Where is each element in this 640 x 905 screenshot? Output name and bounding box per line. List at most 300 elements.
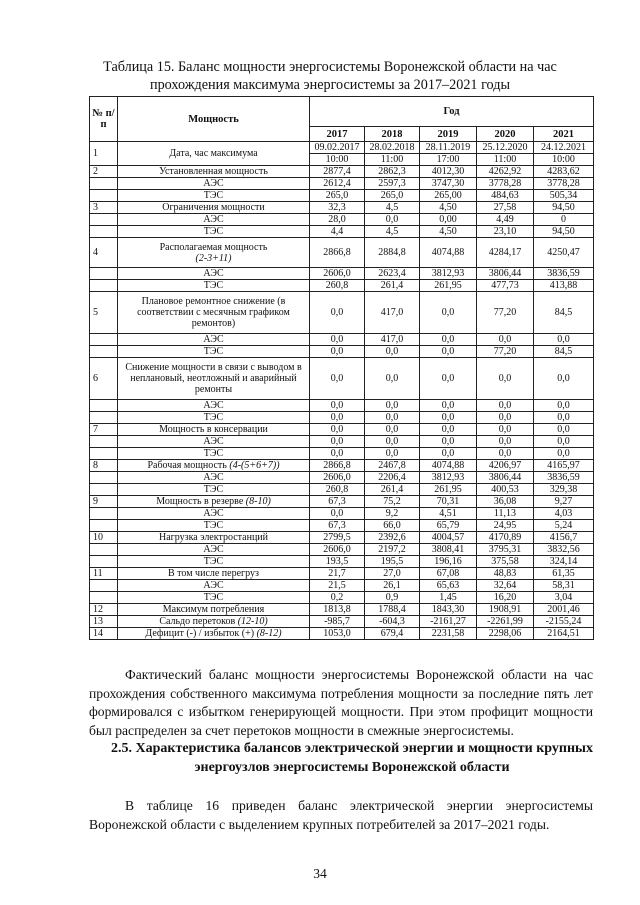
row-label: ТЭС [118,226,310,238]
value-cell: 195,5 [365,556,420,568]
value-cell: 48,83 [477,568,534,580]
value-cell: 4,50 [420,202,477,214]
value-cell: 09.02.2017 [310,142,365,154]
value-cell: 65,79 [420,520,477,532]
page-number: 34 [313,866,327,881]
value-cell: 679,4 [365,628,420,640]
value-cell: 3806,44 [477,268,534,280]
value-cell: 21,5 [310,580,365,592]
value-cell: 2001,46 [534,604,594,616]
value-cell: 4156,7 [534,532,594,544]
row-number: 4 [90,238,118,268]
value-cell: 0,0 [420,436,477,448]
value-cell: 1788,4 [365,604,420,616]
row-label: Максимум потребления [118,604,310,616]
value-cell: 10:00 [534,154,594,166]
value-cell: 26,1 [365,580,420,592]
value-cell: 2164,51 [534,628,594,640]
row-label: ТЭС [118,190,310,202]
value-cell: 329,38 [534,484,594,496]
header-year: Год [310,97,594,127]
section-heading: 2.5. Характеристика балансов электрической энергии и мощности крупных энергоузлов энергосистемы Воронежской области [111,741,593,775]
row-label-text: Сальдо перетоков [159,616,238,627]
row-label: АЭС [118,400,310,412]
table-row [90,484,594,496]
value-cell: 77,20 [477,346,534,358]
row-label: ТЭС [118,556,310,568]
row-label: ТЭС [118,592,310,604]
value-cell: 417,0 [365,334,420,346]
header-year-2019: 2019 [420,127,477,142]
value-cell: 84,5 [534,346,594,358]
value-cell: 16,20 [477,592,534,604]
value-cell: 0,0 [365,412,420,424]
row-number: 14 [90,628,118,640]
row-number [90,178,118,190]
row-number: 10 [90,532,118,544]
value-cell: 0,0 [365,400,420,412]
value-cell: 4,49 [477,214,534,226]
value-cell: 4170,89 [477,532,534,544]
value-cell: 0,0 [310,412,365,424]
header-power: Мощность [118,97,310,142]
value-cell: 0,0 [534,412,594,424]
value-cell: 0,0 [420,292,477,334]
value-cell: 265,00 [420,190,477,202]
value-cell: 21,7 [310,568,365,580]
value-cell: 4284,17 [477,238,534,268]
value-cell: 0,0 [310,508,365,520]
value-cell: 0,0 [365,358,420,400]
value-cell: 24,95 [477,520,534,532]
row-label-text: Рабочая мощность [147,460,230,471]
table-row [90,142,594,154]
table-row [90,292,594,334]
value-cell: 3778,28 [477,178,534,190]
value-cell: 260,8 [310,484,365,496]
row-formula: (12-10) [237,616,268,627]
value-cell: 0,0 [477,436,534,448]
table-row [90,496,594,508]
value-cell: 2197,2 [365,544,420,556]
value-cell: 0,0 [420,400,477,412]
value-cell: 417,0 [365,292,420,334]
value-cell: 4,03 [534,508,594,520]
value-cell: 32,64 [477,580,534,592]
value-cell: 0,0 [534,400,594,412]
value-cell: 67,3 [310,520,365,532]
value-cell: 0,9 [365,592,420,604]
value-cell: 4,51 [420,508,477,520]
value-cell: 0,0 [310,292,365,334]
value-cell: 3836,59 [534,472,594,484]
value-cell: 27,0 [365,568,420,580]
value-cell: 0,0 [365,214,420,226]
table-row [90,358,594,400]
value-cell: 2623,4 [365,268,420,280]
row-label: АЭС [118,508,310,520]
value-cell: -2261,99 [477,616,534,628]
row-label: Снижение мощности в связи с выводом в неплановый, неотложный и аварийный ремонты [118,358,310,400]
value-cell: 4,5 [365,226,420,238]
row-label [118,616,310,628]
row-number [90,580,118,592]
value-cell: 2606,0 [310,268,365,280]
value-cell: -604,3 [365,616,420,628]
row-label: В том числе перегруз [118,568,310,580]
table-row [90,628,594,640]
value-cell: 75,2 [365,496,420,508]
value-cell: 3808,41 [420,544,477,556]
row-number [90,508,118,520]
value-cell: 0,0 [420,424,477,436]
value-cell: 67,08 [420,568,477,580]
row-label: АЭС [118,436,310,448]
value-cell: -2161,27 [420,616,477,628]
table-row [90,190,594,202]
value-cell: 0 [534,214,594,226]
value-cell: 3812,93 [420,472,477,484]
table-row [90,214,594,226]
table-row [90,334,594,346]
row-number [90,268,118,280]
value-cell: 0,2 [310,592,365,604]
row-label: Установленная мощность [118,166,310,178]
row-number: 12 [90,604,118,616]
header-year-2017: 2017 [310,127,365,142]
row-number [90,214,118,226]
table-row [90,604,594,616]
value-cell: 1813,8 [310,604,365,616]
value-cell: 1,45 [420,592,477,604]
value-cell: 24.12.2021 [534,142,594,154]
value-cell: 0,0 [477,400,534,412]
value-cell: 261,4 [365,280,420,292]
value-cell: 28.02.2018 [365,142,420,154]
value-cell: 2606,0 [310,544,365,556]
row-label-text: Располагаемая мощность [159,241,268,253]
row-label [118,238,310,268]
value-cell: 3812,93 [420,268,477,280]
value-cell: 3832,56 [534,544,594,556]
row-number: 7 [90,424,118,436]
row-number [90,592,118,604]
paragraph-table16: В таблице 16 приведен баланс электрической энергии энергосистемы Воронежской области с выделением крупных потребителей за 2017–2021 годы. [89,798,593,832]
row-label: АЭС [118,472,310,484]
value-cell: 4165,97 [534,460,594,472]
value-cell: 11:00 [477,154,534,166]
row-label: Ограничения мощности [118,202,310,214]
value-cell: 2866,8 [310,460,365,472]
value-cell: 4,5 [365,202,420,214]
value-cell: 265,0 [365,190,420,202]
row-label: ТЭС [118,346,310,358]
row-number: 8 [90,460,118,472]
table-row [90,508,594,520]
table-row [90,412,594,424]
row-label: ТЭС [118,484,310,496]
value-cell: 400,53 [477,484,534,496]
header-num: № п/п [90,97,118,142]
row-number [90,556,118,568]
table-row [90,544,594,556]
value-cell: 4250,47 [534,238,594,268]
row-label: Дата, час максимума [118,142,310,166]
value-cell: 2866,8 [310,238,365,268]
row-label [118,628,310,640]
value-cell: 10:00 [310,154,365,166]
value-cell: 0,0 [420,358,477,400]
value-cell: 0,0 [477,412,534,424]
value-cell: 0,0 [534,436,594,448]
table-row [90,400,594,412]
value-cell: 2231,58 [420,628,477,640]
row-formula: (2-3+11) [195,252,232,264]
value-cell: 0,0 [534,334,594,346]
value-cell: 0,0 [534,358,594,400]
table-row [90,268,594,280]
value-cell: 70,31 [420,496,477,508]
value-cell: 2467,8 [365,460,420,472]
value-cell: 4074,88 [420,460,477,472]
value-cell: 17:00 [420,154,477,166]
row-number [90,400,118,412]
value-cell: 66,0 [365,520,420,532]
table-row [90,202,594,214]
value-cell: 2612,4 [310,178,365,190]
row-number [90,520,118,532]
row-number: 13 [90,616,118,628]
value-cell: 0,0 [534,448,594,460]
value-cell: 11:00 [365,154,420,166]
table-row [90,178,594,190]
value-cell: 0,0 [310,358,365,400]
value-cell: 0,0 [310,346,365,358]
value-cell: 77,20 [477,292,534,334]
value-cell: 2862,3 [365,166,420,178]
value-cell: 0,0 [310,436,365,448]
row-number [90,448,118,460]
value-cell: 193,5 [310,556,365,568]
value-cell: 23,10 [477,226,534,238]
row-number: 3 [90,202,118,214]
row-label: АЭС [118,214,310,226]
table-row [90,520,594,532]
value-cell: 261,95 [420,280,477,292]
row-formula: (8-10) [245,496,271,507]
value-cell: 375,58 [477,556,534,568]
value-cell: 3795,31 [477,544,534,556]
row-label [118,460,310,472]
value-cell: 32,3 [310,202,365,214]
value-cell: 11,13 [477,508,534,520]
value-cell: 65,63 [420,580,477,592]
value-cell: 484,63 [477,190,534,202]
value-cell: 1053,0 [310,628,365,640]
row-number [90,226,118,238]
value-cell: 84,5 [534,292,594,334]
value-cell: 261,4 [365,484,420,496]
value-cell: 505,34 [534,190,594,202]
value-cell: 196,16 [420,556,477,568]
value-cell: 2877,4 [310,166,365,178]
table-row [90,532,594,544]
value-cell: 25.12.2020 [477,142,534,154]
value-cell: 2597,3 [365,178,420,190]
row-number [90,190,118,202]
value-cell: 324,14 [534,556,594,568]
value-cell: 265,0 [310,190,365,202]
value-cell: 3836,59 [534,268,594,280]
value-cell: 0,0 [420,346,477,358]
value-cell: 0,0 [477,424,534,436]
table-row [90,580,594,592]
table-row [90,556,594,568]
row-label: АЭС [118,178,310,190]
row-label: Нагрузка электростанций [118,532,310,544]
value-cell: 4206,97 [477,460,534,472]
value-cell: 1843,30 [420,604,477,616]
row-number [90,436,118,448]
row-label-text: Дефицит (-) / избыток (+) [145,628,257,639]
value-cell: 0,00 [420,214,477,226]
table-row [90,448,594,460]
row-number [90,472,118,484]
value-cell: 0,0 [534,424,594,436]
value-cell: 4074,88 [420,238,477,268]
row-label: АЭС [118,544,310,556]
table-row [90,472,594,484]
row-number: 9 [90,496,118,508]
row-label: ТЭС [118,520,310,532]
row-label: Плановое ремонтное снижение (в соответствии с месячным графиком ремонтов) [118,292,310,334]
row-formula: (8-12) [256,628,282,639]
value-cell: 3,04 [534,592,594,604]
table-row [90,460,594,472]
value-cell: 9,27 [534,496,594,508]
row-number [90,280,118,292]
row-label-text: Мощность в резерве [156,496,246,507]
value-cell: 28.11.2019 [420,142,477,154]
value-cell: 0,0 [365,448,420,460]
value-cell: 3747,30 [420,178,477,190]
table-row [90,592,594,604]
value-cell: 2884,8 [365,238,420,268]
header-year-2018: 2018 [365,127,420,142]
value-cell: 94,50 [534,202,594,214]
value-cell: 0,0 [477,448,534,460]
row-number [90,346,118,358]
value-cell: 413,88 [534,280,594,292]
value-cell: 261,95 [420,484,477,496]
value-cell: 94,50 [534,226,594,238]
row-number [90,484,118,496]
table-row [90,226,594,238]
table-row [90,568,594,580]
header-year-2020: 2020 [477,127,534,142]
row-label: АЭС [118,334,310,346]
value-cell: 0,0 [420,448,477,460]
row-number: 6 [90,358,118,400]
row-number [90,334,118,346]
row-label: ТЭС [118,280,310,292]
value-cell: 0,0 [310,448,365,460]
table-row [90,346,594,358]
paragraph-balance: Фактический баланс мощности энергосистемы Воронежской области на час прохождения собственного максимума потребления мощности за последние пять лет формировался с избытком генерирующей мощности. При этом профицит мощности был распределен за счет перетоков мощности в смежные энергосистемы. [89,667,593,738]
row-label: АЭС [118,268,310,280]
row-number: 2 [90,166,118,178]
value-cell: 477,73 [477,280,534,292]
value-cell: 58,31 [534,580,594,592]
value-cell: 9,2 [365,508,420,520]
value-cell: 2298,06 [477,628,534,640]
value-cell: 0,0 [310,400,365,412]
header-year-2021: 2021 [534,127,594,142]
value-cell: 0,0 [477,334,534,346]
row-label: ТЭС [118,448,310,460]
value-cell: -985,7 [310,616,365,628]
value-cell: 0,0 [310,334,365,346]
table-row [90,424,594,436]
table-row [90,238,594,268]
row-number: 5 [90,292,118,334]
table-title: Таблица 15. Баланс мощности энергосистемы Воронежской области на час прохождения максимума энергосистемы за 2017–2021 годы [103,59,557,93]
value-cell: 0,0 [365,436,420,448]
table-row [90,166,594,178]
value-cell: 2606,0 [310,472,365,484]
value-cell: 4012,30 [420,166,477,178]
value-cell: 0,0 [420,334,477,346]
value-cell: 4283,62 [534,166,594,178]
row-formula: (4-(5+6+7)) [229,460,280,471]
value-cell: 2206,4 [365,472,420,484]
value-cell: 4,4 [310,226,365,238]
row-number [90,412,118,424]
value-cell: 0,0 [365,346,420,358]
value-cell: 28,0 [310,214,365,226]
value-cell: 27,58 [477,202,534,214]
value-cell: 3778,28 [534,178,594,190]
value-cell: 0,0 [365,424,420,436]
row-number: 11 [90,568,118,580]
value-cell: 5,24 [534,520,594,532]
value-cell: 1908,91 [477,604,534,616]
value-cell: -2155,24 [534,616,594,628]
value-cell: 61,35 [534,568,594,580]
row-label [118,496,310,508]
value-cell: 4004,57 [420,532,477,544]
row-label: ТЭС [118,412,310,424]
table-row [90,616,594,628]
value-cell: 260,8 [310,280,365,292]
row-label: Мощность в консервации [118,424,310,436]
row-number [90,544,118,556]
table-row [90,280,594,292]
table-row [90,436,594,448]
value-cell: 0,0 [420,412,477,424]
value-cell: 4,50 [420,226,477,238]
value-cell: 0,0 [477,358,534,400]
value-cell: 67,3 [310,496,365,508]
value-cell: 2799,5 [310,532,365,544]
power-balance-table [89,96,594,640]
value-cell: 3806,44 [477,472,534,484]
row-label: АЭС [118,580,310,592]
value-cell: 36,08 [477,496,534,508]
value-cell: 0,0 [310,424,365,436]
row-number: 1 [90,142,118,166]
value-cell: 2392,6 [365,532,420,544]
